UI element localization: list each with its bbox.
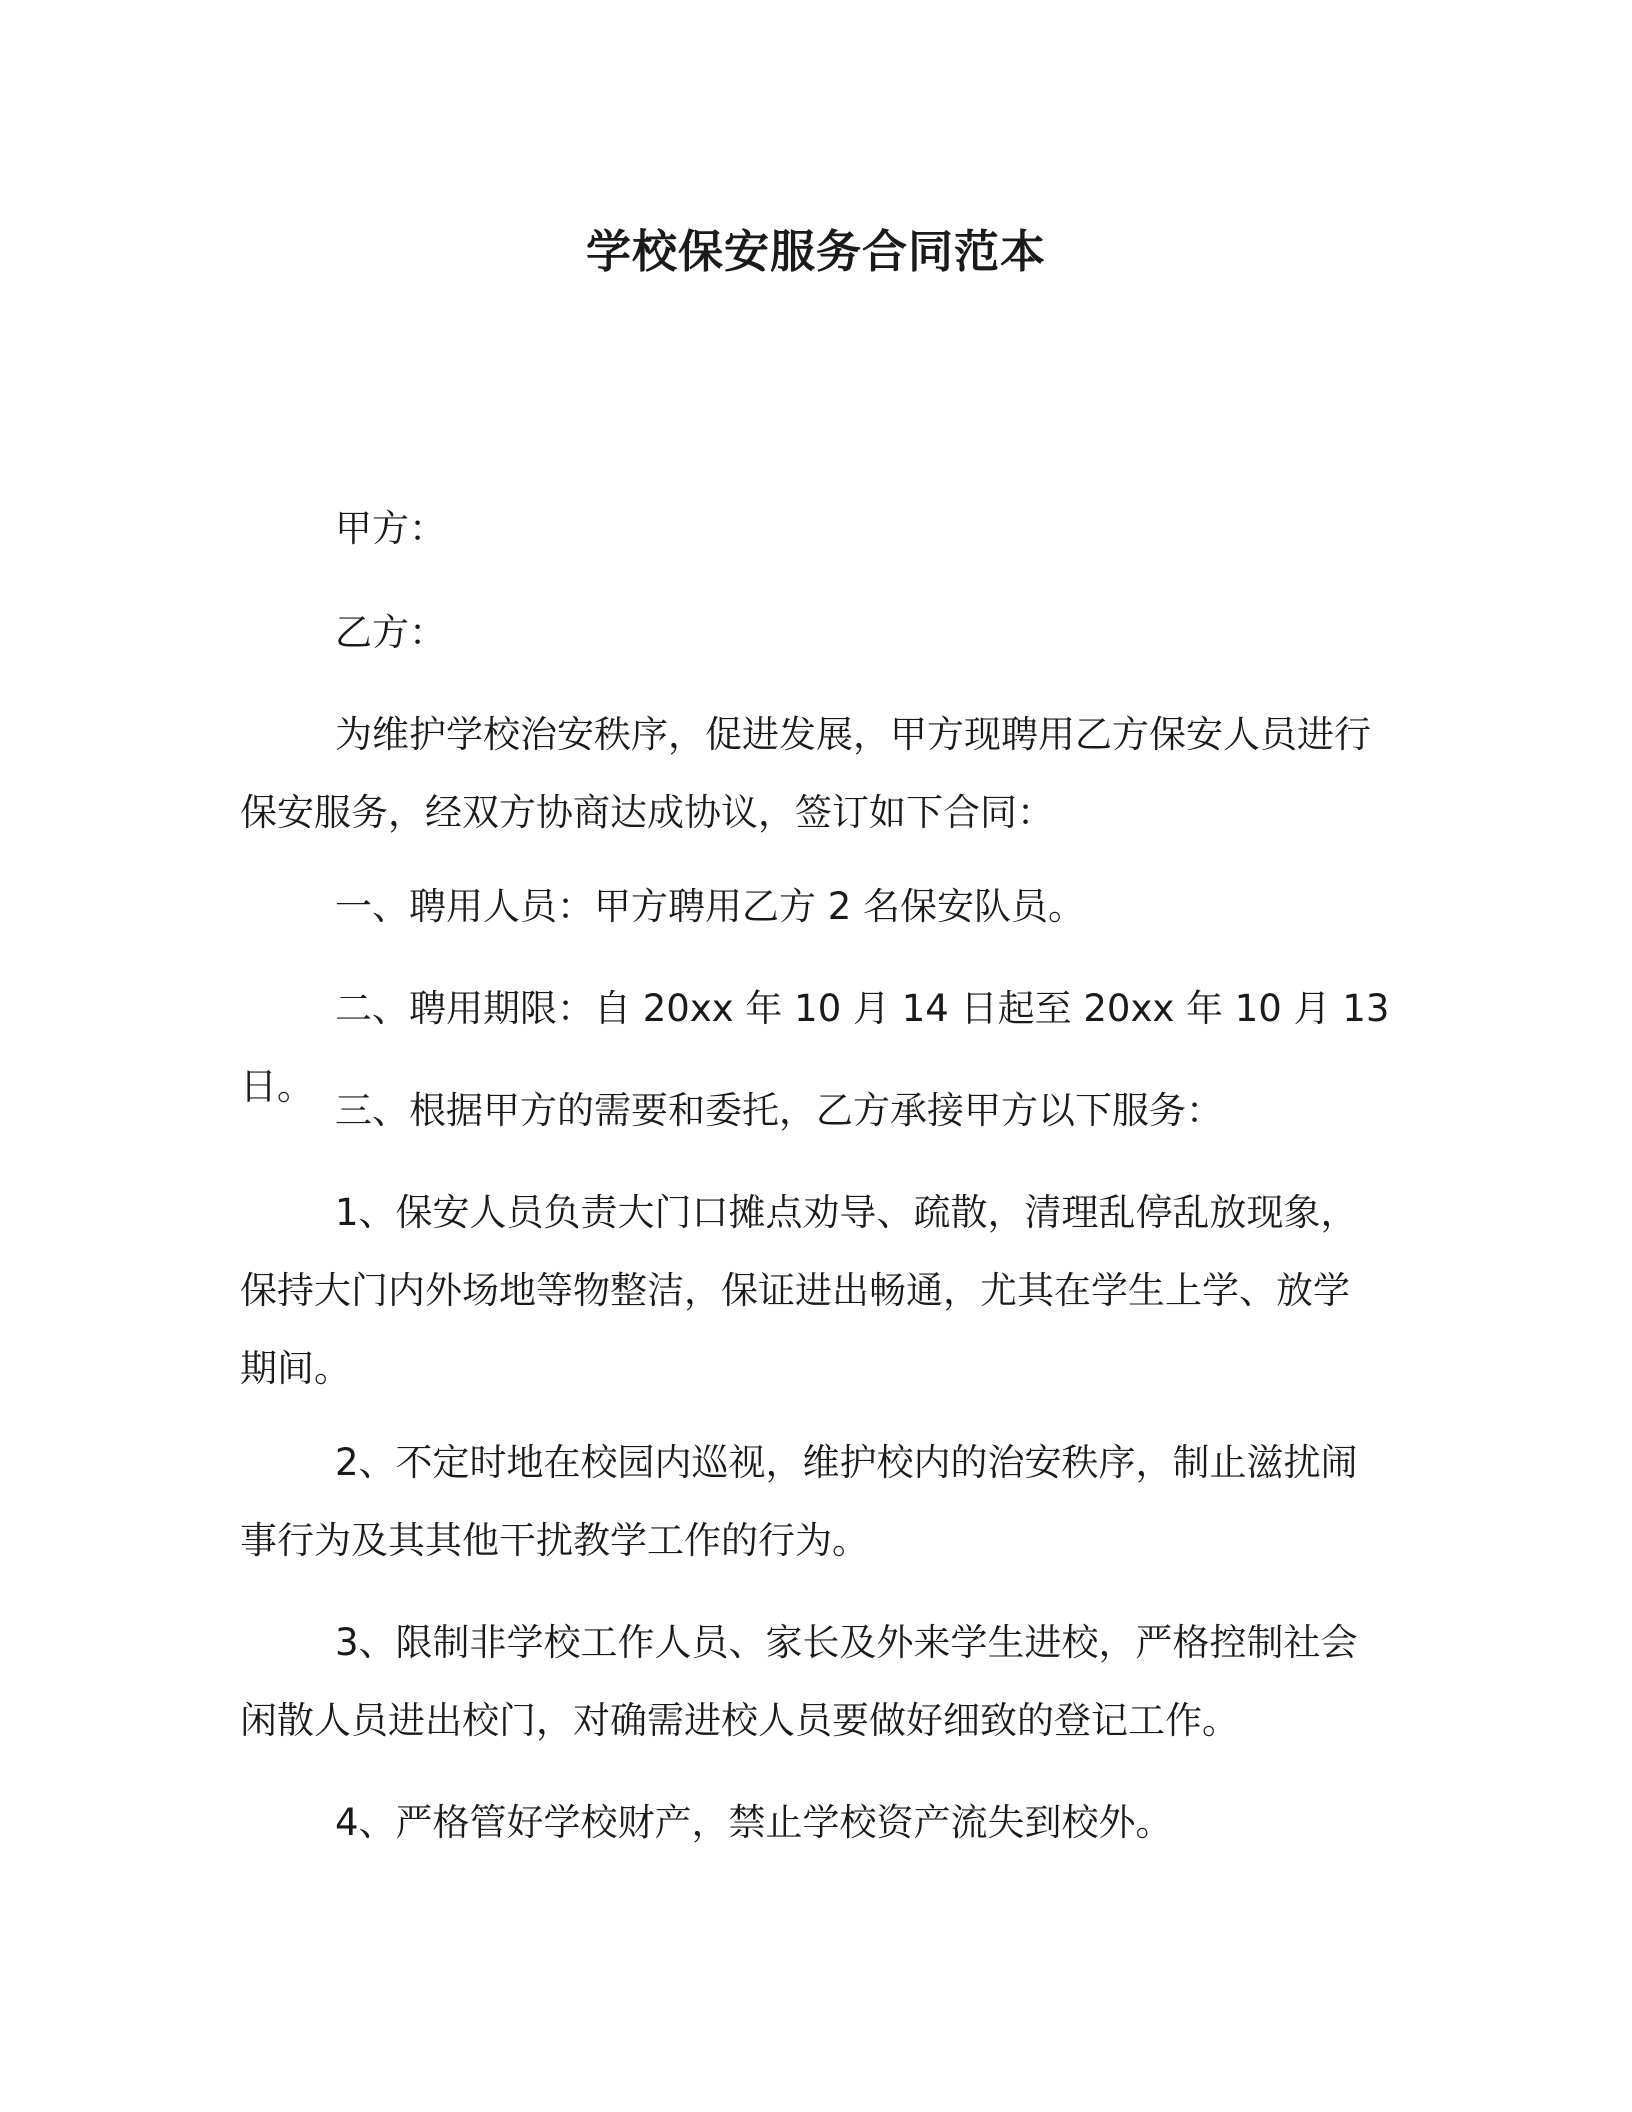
item-4: 4、严格管好学校财产，禁止学校资产流失到校外。: [335, 1801, 1173, 1844]
clause-1: 一、聘用人员：甲方聘用乙方 2 名保安队员。: [335, 885, 1086, 928]
item-3-line-2: 闲散人员进出校门，对确需进校人员要做好细致的登记工作。: [240, 1699, 1239, 1742]
party-a-line: 甲方：: [335, 507, 446, 550]
item-1-line-2: 保持大门内外场地等物整洁，保证进出畅通，尤其在学生上学、放学: [240, 1269, 1350, 1312]
intro-line-1: 为维护学校治安秩序，促进发展，甲方现聘用乙方保安人员进行: [335, 713, 1371, 756]
item-1: [240, 1174, 1400, 1408]
item-1-line-3: 期间。: [240, 1347, 351, 1390]
item-3-line-1: 3、限制非学校工作人员、家长及外来学生进校，严格控制社会: [335, 1621, 1358, 1664]
item-2-line-2: 事行为及其其他干扰教学工作的行为。: [240, 1519, 869, 1562]
intro-line-2: 保安服务，经双方协商达成协议，签订如下合同：: [240, 791, 1054, 834]
clause-2: 二、聘用期限：自 20xx 年 10 月 14 日起至 20xx 年 10 月 13 日。: [240, 987, 1390, 1108]
item-2-line-1: 2、不定时地在校园内巡视，维护校内的治安秩序，制止滋扰闹: [335, 1441, 1358, 1484]
item-2: [240, 1424, 1400, 1580]
item-1-line-1: 1、保安人员负责大门口摊点劝导、疏散，清理乱停乱放现象，: [335, 1191, 1358, 1234]
clause-3: 三、根据甲方的需要和委托，乙方承接甲方以下服务：: [335, 1089, 1223, 1132]
intro-paragraph: [240, 696, 1400, 852]
document-title: 学校保安服务合同范本: [585, 225, 1046, 278]
item-3: [240, 1604, 1400, 1760]
party-b-line: 乙方：: [335, 611, 446, 654]
